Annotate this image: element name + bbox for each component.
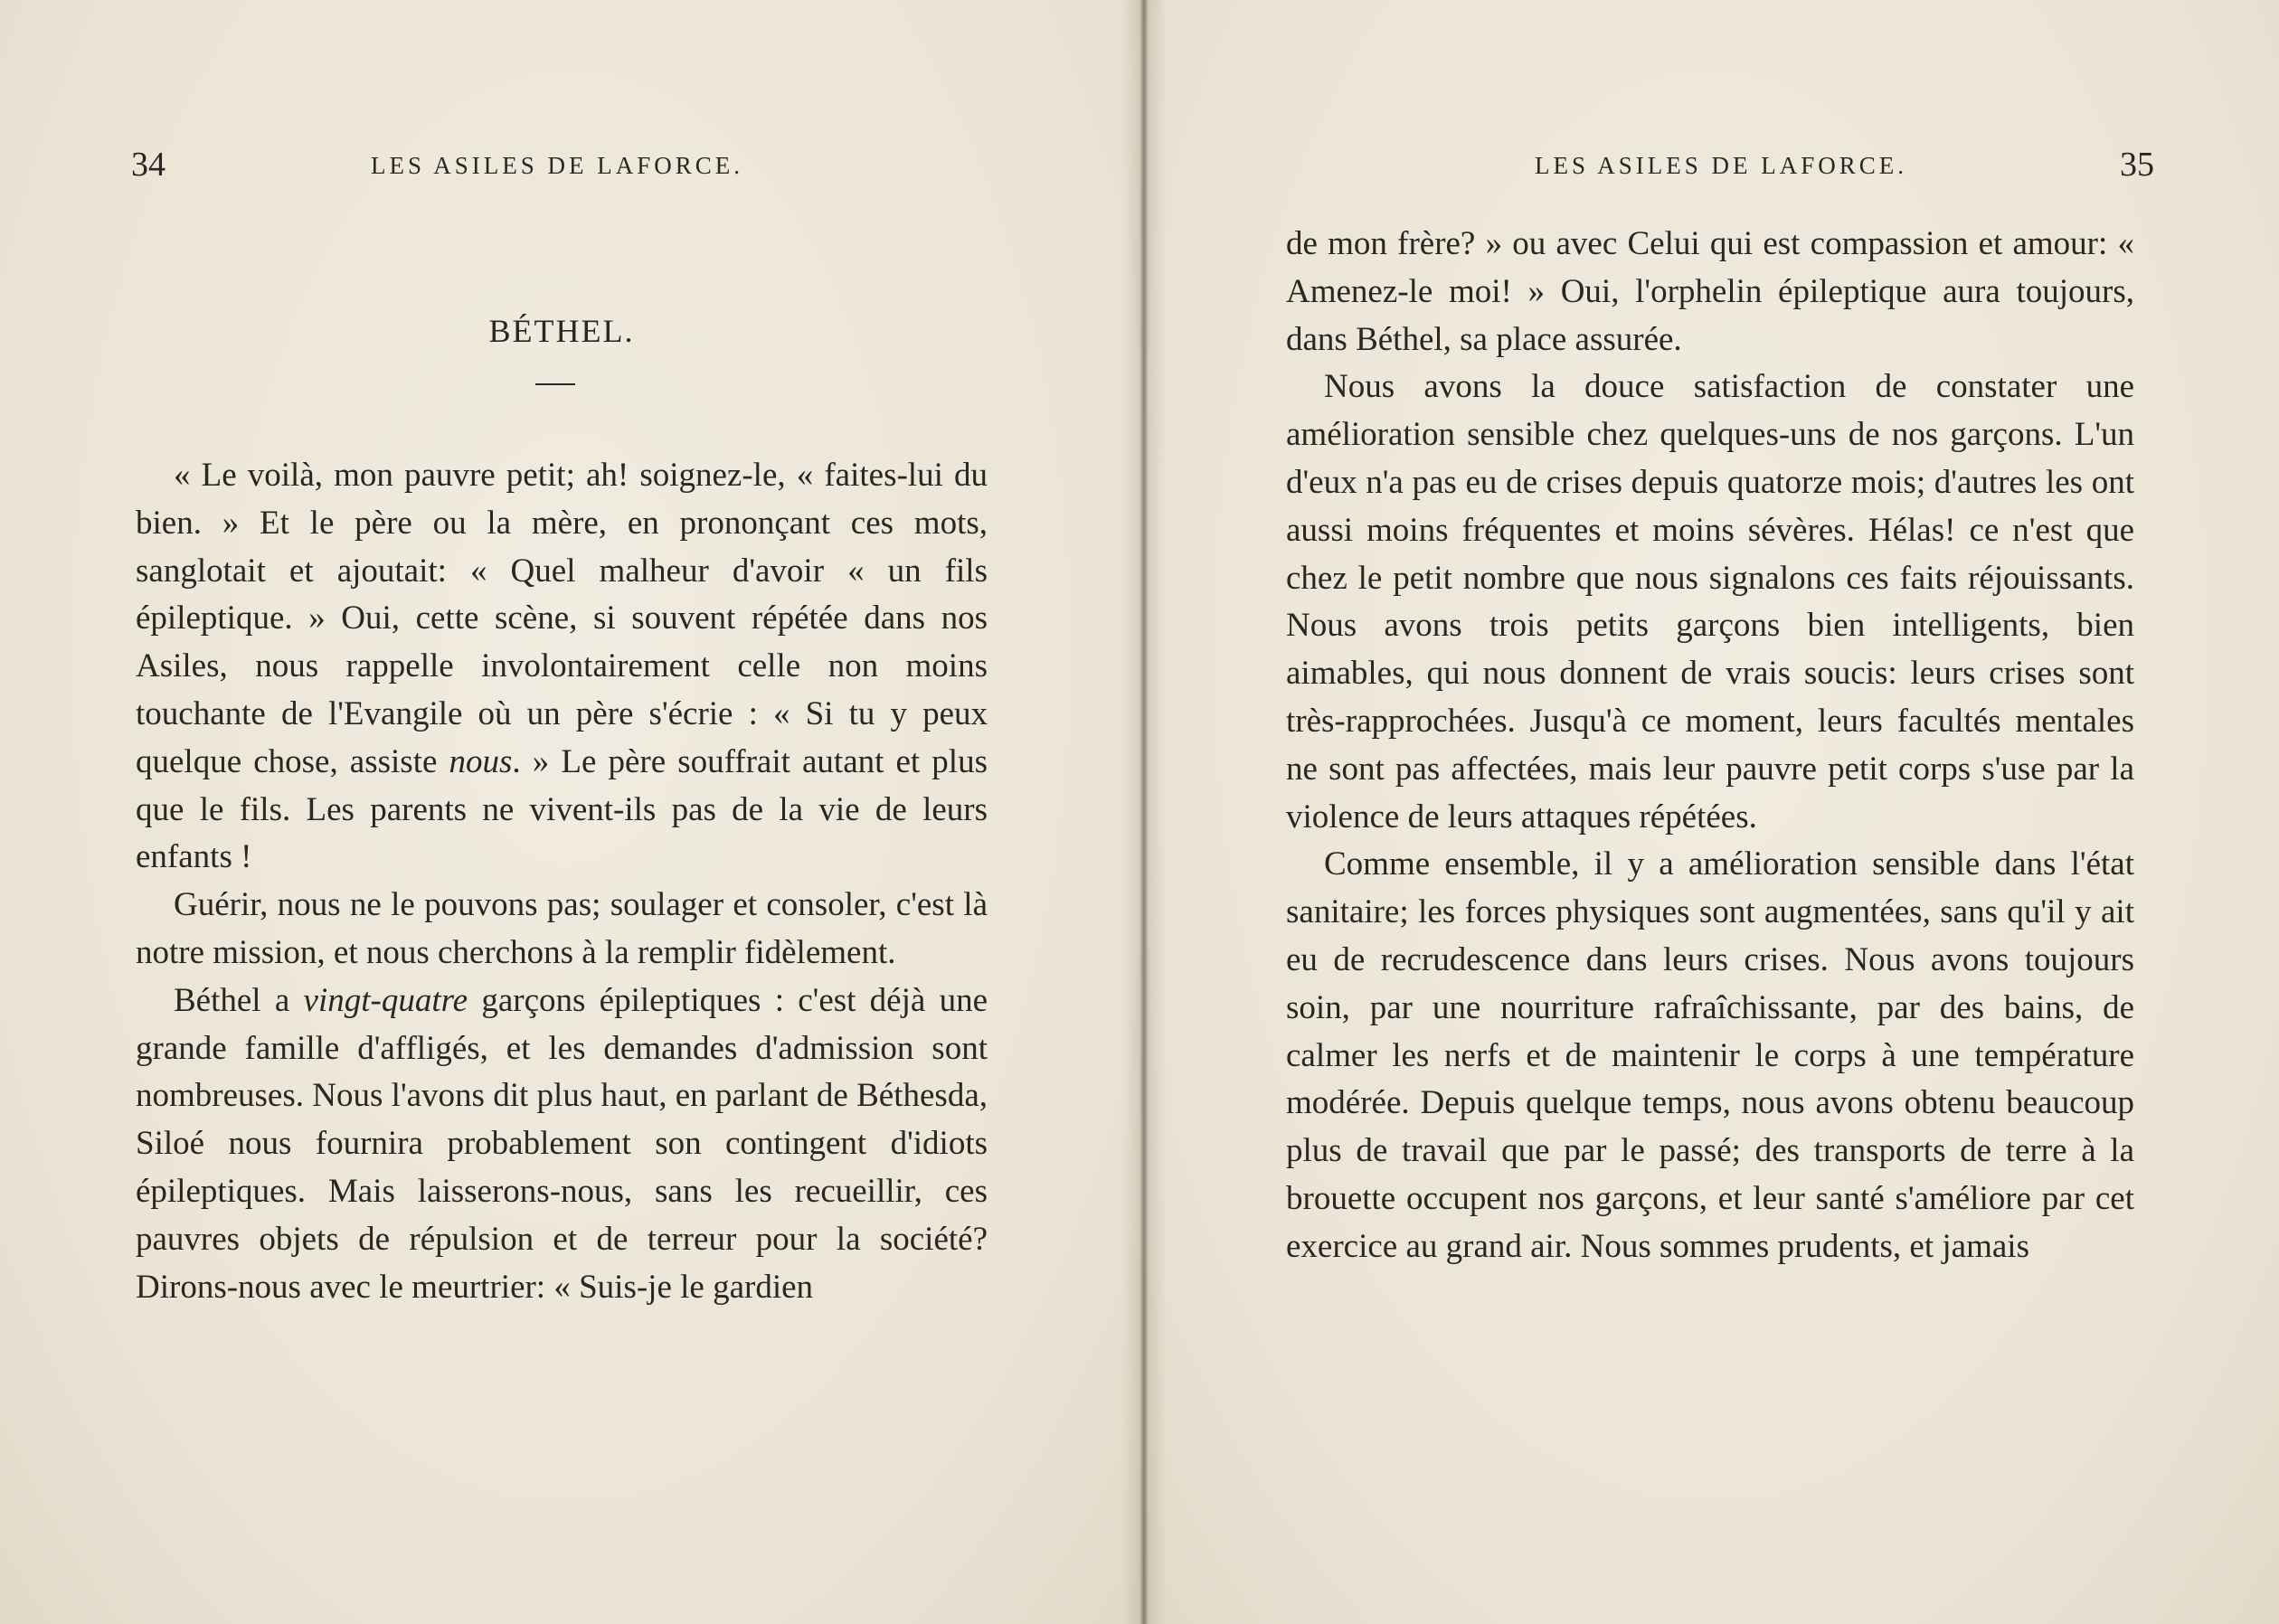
paragraph: « Le voilà, mon pauvre petit; ah! soignez-le, « faites-lui du bien. » Et le père ou la mère, en prononçant ces mots, sanglotait et ajoutait: « Quel malheur d'avoir « un fils épileptique. » Oui, cette scène, si souvent répétée dans nos Asiles, nous rappelle involontairement celle non moins touchante de l'Evangile où un père s'écrie : « Si tu y peux quelque chose, assiste nous. » Le père souffrait autant et plus que le fils. Les parents ne vivent-ils pas de la vie de leurs enfants ! — [136, 457, 988, 876]
left-body-text — [136, 452, 988, 1311]
page-number-left: 34 — [131, 146, 165, 184]
section-title: BÉTHEL. — [488, 313, 635, 349]
title-rule — [535, 383, 575, 385]
paragraph: Nous avons la douce satisfaction de constater une amélioration sensible chez quelques-uns de nos garçons. L'un d'eux n'a pas eu de crises depuis quatorze mois; d'autres les ont aussi moins fréquentes et moins sévères. Hélas! ce n'est que chez le petit nombre que nous signalons ces faits réjouissants. Nous avons trois petits garçons bien intelligents, bien aimables, qui nous donnent de vrais soucis: leurs crises sont très-rapprochées. Jusqu'à ce moment, leurs facultés mentales ne sont pas affectées, mais leur pauvre petit corps s'use par la violence de leurs attaques répétées. — [1286, 368, 2134, 836]
book-gutter — [1121, 0, 1167, 1624]
page-number-right: 35 — [2120, 146, 2154, 184]
right-page — [1141, 0, 2279, 1624]
right-body-text — [1286, 221, 2134, 1271]
running-head-right: LES ASILES DE LAFORCE. — [1535, 152, 1908, 179]
paragraph: Comme ensemble, il y a amélioration sensible dans l'état sanitaire; les forces physiques sont augmentées, sans qu'il y ait eu de recrudescence dans leurs crises. Nous avons toujours soin, par une nourriture rafraîchissante, par des bains, de calmer les nerfs et de maintenir le corps à une température modérée. Depuis quelque temps, nous avons obtenu beaucoup plus de travail que par le passé; des transports de terre à la brouette occupent nos garçons, et leur santé s'améliore par cet exercice au grand air. Nous sommes prudents, et jamais — [1286, 845, 2134, 1265]
paragraph: Béthel a vingt-quatre garçons épileptiques : c'est déjà une grande famille d'affligés, et les demandes d'admission sont nombreuses. Nous l'avons dit plus haut, en parlant de Béthesda, Siloé nous fournira probablement son contingent d'idiots épileptiques. Mais laisserons-nous, sans les recueillir, ces pauvres objets de répulsion et de terreur pour la société? Dirons-nous avec le meurtrier: « Suis-je le gardien — [136, 981, 988, 1306]
paragraph: Guérir, nous ne le pouvons pas; soulager et consoler, c'est là notre mission, et nous cherchons à la remplir fidèlement. — [136, 886, 988, 971]
running-head-left: LES ASILES DE LAFORCE. — [371, 152, 744, 179]
paragraph: de mon frère? » ou avec Celui qui est compassion et amour: « Amenez-le moi! » Oui, l'orphelin épileptique aura toujours, dans Béthel, sa place assurée. — [1286, 225, 2134, 358]
